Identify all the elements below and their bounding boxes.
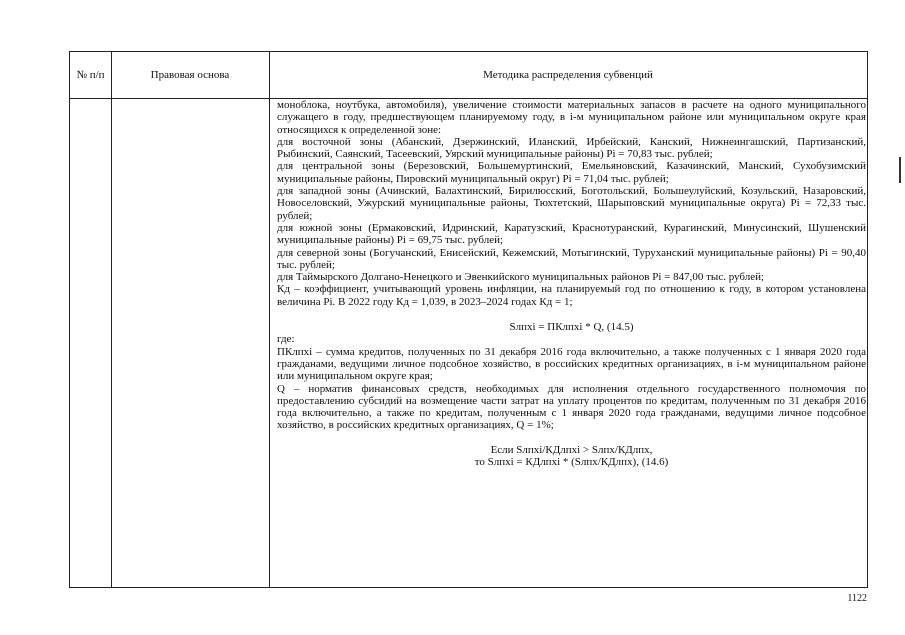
formula-14-6-line2: то Sлпхi = КДлпхi * (Sлпх/КДлпх), (14.6)	[474, 456, 669, 469]
header-methodology: Методика распределения субвенций	[483, 69, 653, 81]
paragraph-east-zone: для восточной зоны (Абанский, Дзержинский, Иланский, Ирбейский, Канский, Нижнеингашский, Партизанский, Рыбинский, Саянский, Тасеевский, Уярский муниципальные районы) Pi = 70,83 тыс. рублей;	[277, 135, 866, 161]
column-divider	[111, 52, 112, 587]
formula-14-5: Sлпхi = ПКлпхi * Q, (14.5)	[509, 321, 634, 334]
paragraph-inflation-coefficient: Кд – коэффициент, учитывающий уровень инфляции, на планируемый год по отношению к году, в котором установлена величина Pi. В 2022 году Кд = 1,039, в 2023–2024 годах Кд = 1;	[277, 283, 866, 308]
column-divider	[269, 52, 270, 587]
paragraph-credit-sum: ПКлпхi – сумма кредитов, полученных по 31 декабря 2016 года включительно, а также полученных с 1 января 2020 года гражданами, ведущими личное подсобное хозяйство, в российских кредитных организациях, в i-м муниципальном районе или муниципальном округе края;	[277, 345, 866, 383]
paragraph-norm-q: Q – норматив финансовых средств, необходимых для исполнения отдельного государственного полномочия по предоставлению субсидий на возмещение части затрат на уплату процентов по кредитам, полученным по 31 декабря 2016 года включительно, а также по кредитам, полученным с 1 января 2020 года гражданами, ведущими личное подсобное хозяйство, в российских кредитных организациях, Q = 1%;	[277, 382, 866, 432]
paragraph-south-zone: для южной зоны (Ермаковский, Идринский, Каратузский, Краснотуранский, Курагинский, Минусинский, Шушенский муниципальные районы) Pi = 69,75 тыс. рублей;	[277, 221, 866, 247]
paragraph-intro: моноблока, ноутбука, автомобиля), увеличение стоимости материальных запасов в расчете на одного муниципального служащего в году, предшествующем планируемому году, в i-м муниципальном районе или муниципальном округе края относящихся к определенной зоне:	[277, 99, 866, 136]
paragraph-north-zone: для северной зоны (Богучанский, Енисейский, Кежемский, Мотыгинский, Туруханский муниципальные районы) Pi = 90,40 тыс. рублей;	[277, 246, 866, 271]
paragraph-taimyr-evenk: для Таймырского Долгано-Ненецкого и Эвенкийского муниципальных районов Pi = 847,00 тыс. рублей;	[277, 271, 765, 284]
paragraph-central-zone: для центральной зоны (Березовский, Большемуртинский, Емельяновский, Казачинский, Манский, Сухобузимский муниципальные районы, Пировский муниципальный округ) Pi = 71,04 тыс. рублей;	[277, 160, 866, 185]
formula-14-6-line1: Если Sлпхi/КДлпхi > Sлпх/КДлпх,	[490, 443, 653, 456]
paragraph-west-zone: для западной зоны (Ачинский, Балахтинский, Бирилюсский, Боготольский, Большеулуйский, Козульский, Назаровский, Новоселовский, Ужурский муниципальные районы, Тюхтетский, Шарыповский муниципальные округа) Pi = 72,33 тыс. рублей;	[277, 185, 866, 222]
margin-mark	[899, 157, 901, 183]
page-number: 1122	[847, 593, 867, 604]
header-legal-basis: Правовая основа	[150, 69, 230, 81]
methodology-text	[277, 99, 866, 468]
where-label: где:	[277, 333, 295, 346]
document-table	[69, 51, 868, 588]
header-number: № п/п	[76, 69, 105, 81]
